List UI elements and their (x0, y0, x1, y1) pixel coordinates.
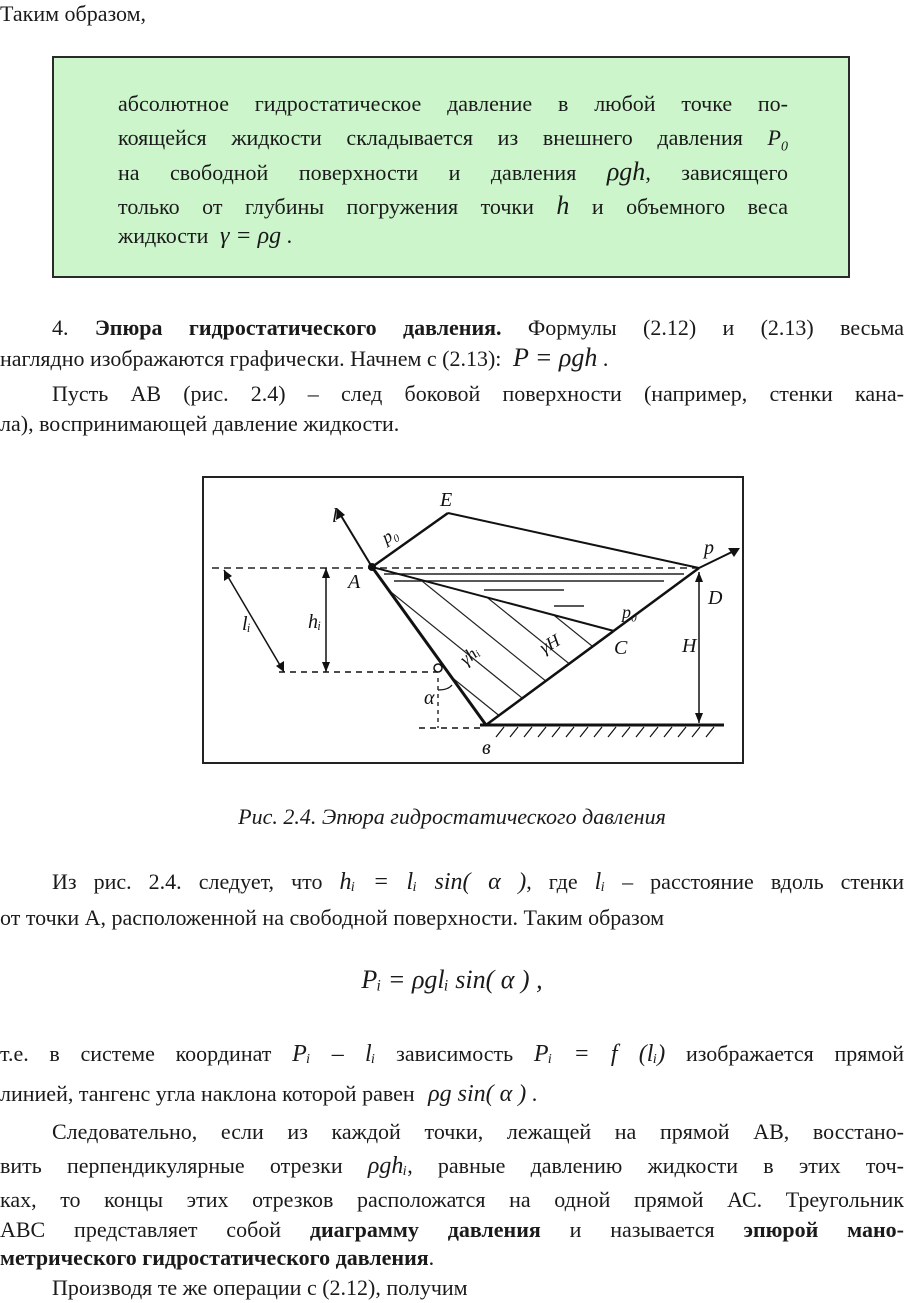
label-hi: hᵢ (308, 611, 322, 633)
definition-line-4: только от глубины погружения точки h и объемного веса (118, 191, 788, 220)
label-h: H (682, 635, 697, 657)
rho-g-hi-formula: ρghᵢ (367, 1153, 408, 1179)
label-p0-right: p₀ (622, 602, 638, 622)
section4-line-3: Пусть АВ (рис. 2.4) – след боковой поверхности (например, стенки кана- (52, 381, 904, 406)
section4-line-2: наглядно изображаются графически. Начнем с (2.13): P = ρgh . (0, 343, 609, 372)
para3-line-6: Производя те же операции с (2.12), получим (52, 1275, 468, 1300)
para2-line-4: линией, тангенс угла наклона которой равен ρg sin( α ) . (0, 1081, 538, 1107)
figure-caption: Рис. 2.4. Эпюра гидростатического давления (238, 804, 666, 829)
alpha-arc (438, 685, 452, 690)
para3-line-2: вить перпендикулярные отрезки ρghᵢ, равные давлению жидкости в этих точ- (0, 1153, 904, 1179)
definition-line-1: абсолютное гидростатическое давление в любой точке по- (118, 91, 788, 116)
li-symbol: lᵢ (594, 869, 606, 895)
definition-box (52, 56, 850, 278)
pressure-diagram-term: диаграмму давления (309, 1217, 541, 1242)
label-e: E (440, 489, 453, 511)
l-axis (340, 514, 372, 567)
para2-line-3: т.е. в системе координат Pᵢ – lᵢ зависимость Pᵢ = f (lᵢ) изображается прямой (0, 1041, 904, 1067)
label-gamma-hi: γhᵢ (455, 641, 484, 670)
label-gamma-h: γH (536, 630, 564, 658)
label-a: A (348, 571, 361, 593)
definition-line-5: жидкости γ = ρg . (118, 223, 293, 249)
epure-term: эпюрой мано- (743, 1217, 904, 1242)
label-d: D (708, 587, 723, 609)
para2-line-1: Из рис. 2.4. следует, что hᵢ = lᵢ sin( α ), где lᵢ – расстояние вдоль стенки (52, 869, 904, 895)
label-b: в (482, 737, 491, 759)
para3-line-5: метрического гидростатического давления. (0, 1245, 435, 1270)
label-l: l (332, 505, 338, 527)
line-ed (448, 513, 699, 568)
li-dimension (224, 570, 284, 672)
para2-line-2: от точки А, расположенной на свободной поверхности. Таким образом (0, 905, 665, 930)
triangle-hatching (284, 478, 742, 762)
intro-text: Таким образом, (0, 1, 147, 26)
gamma-formula: γ = ρg (219, 223, 282, 249)
label-li: lᵢ (242, 613, 251, 635)
water-surface-marks (384, 574, 684, 606)
line-bd (486, 568, 699, 725)
definition-line-2: коящейся жидкости складывается из внешнего давления $P_0$ (118, 125, 788, 155)
line-ac (372, 567, 614, 631)
slope-formula: ρg sin( α ) (428, 1081, 527, 1107)
p0-symbol: $P_0$ (767, 125, 788, 155)
label-alpha: α (424, 687, 435, 709)
hi-formula: hᵢ = lᵢ sin( α ) (339, 869, 527, 895)
pi-formula: Pᵢ = ρglᵢ sin( α ) , (361, 965, 543, 994)
point-a (368, 563, 376, 571)
section4-line-4: ла), воспринимающей давление жидкости. (0, 411, 400, 436)
label-p: p (704, 537, 714, 559)
pressure-diagram (204, 478, 742, 762)
ground-hatching (496, 727, 714, 737)
label-p0-top: p₀ (378, 522, 402, 548)
para3-line-4: АВС представляет собой диаграмму давления и называется эпюрой мано- (0, 1217, 904, 1242)
definition-line-3: на свободной поверхности и давления ρgh, зависящего (118, 157, 788, 186)
pi-function: Pᵢ = f (lᵢ) (533, 1041, 666, 1067)
para3-line-3: ках, то концы этих отрезков расположатся на одной прямой АС. Треугольник (0, 1187, 904, 1212)
h-symbol: h (556, 191, 570, 220)
label-c: C (614, 637, 628, 659)
section4-line-1: 4. Эпюра гидростатического давления. Формулы (2.12) и (2.13) весьма (52, 315, 904, 340)
point-i (434, 664, 442, 672)
para3-line-1: Следовательно, если из каждой точки, лежащей на прямой АВ, восстано- (52, 1119, 904, 1144)
pi-li-coordinates: Pᵢ – lᵢ (292, 1041, 376, 1067)
section4-title: Эпюра гидростатического давления. (94, 315, 502, 340)
rho-g-h-formula: ρgh (606, 157, 646, 186)
p-rho-g-h-formula: P = ρgh (512, 343, 598, 372)
figure-2-4 (202, 476, 744, 764)
